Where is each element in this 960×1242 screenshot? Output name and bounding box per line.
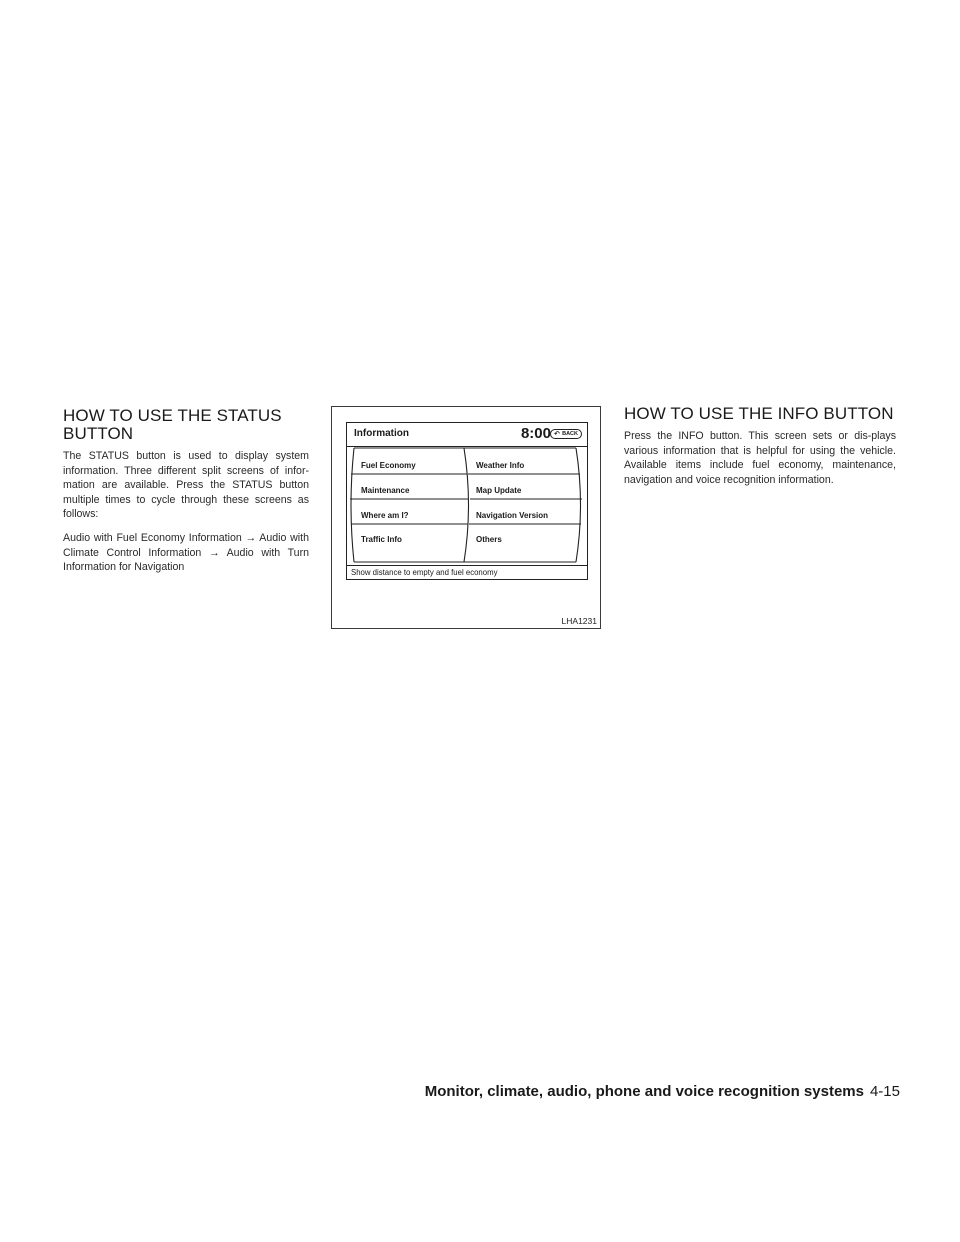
page-number: 4-15 bbox=[869, 1083, 900, 1100]
menu-item-maintenance[interactable]: Maintenance bbox=[361, 486, 410, 495]
info-button-section bbox=[624, 405, 896, 496]
menu-item-map-update[interactable]: Map Update bbox=[476, 486, 522, 495]
info-screen-display bbox=[346, 422, 588, 580]
screen-title: Information bbox=[354, 428, 409, 439]
screen-header bbox=[347, 423, 587, 447]
menu-item-others[interactable]: Others bbox=[476, 535, 502, 544]
footer-chapter-title: Monitor, climate, audio, phone and voice recognition systems bbox=[424, 1083, 864, 1100]
section-heading-info: HOW TO USE THE INFO BUTTON bbox=[624, 404, 894, 423]
back-button-label: BACK bbox=[562, 431, 578, 437]
return-arrow-icon: ↶ bbox=[554, 431, 560, 438]
menu-item-weather-info[interactable]: Weather Info bbox=[476, 461, 525, 470]
info-paragraph-1: Press the INFO button. This screen sets or dis-plays various information that is helpful for using the vehicle. Available items include fuel economy, maintenance, navigation and voice recognition information. bbox=[624, 430, 896, 486]
info-screen-figure bbox=[331, 406, 601, 629]
section-heading-status: HOW TO USE THE STATUS BUTTON bbox=[63, 406, 282, 443]
menu-item-traffic-info[interactable]: Traffic Info bbox=[361, 535, 402, 544]
back-button[interactable] bbox=[550, 429, 582, 439]
menu-item-fuel-economy[interactable]: Fuel Economy bbox=[361, 461, 416, 470]
figure-code: LHA1231 bbox=[561, 616, 597, 626]
menu-item-where-am-i[interactable]: Where am I? bbox=[361, 511, 409, 520]
page-footer bbox=[420, 1083, 900, 1100]
status-paragraph-2: Audio with Fuel Economy Information → Audio with Climate Control Information → Audio with Turn Information for Navigation bbox=[63, 531, 309, 574]
menu-item-navigation-version[interactable]: Navigation Version bbox=[476, 511, 549, 520]
status-button-section bbox=[63, 407, 309, 584]
status-paragraph-1: The STATUS button is used to display system information. Three different split screens of infor-mation are available. Press the STATUS button multiple times to cycle through these screens as follows: bbox=[63, 450, 309, 521]
screen-status-bar: Show distance to empty and fuel economy bbox=[347, 565, 587, 579]
screen-clock: 8:00 bbox=[520, 425, 551, 442]
